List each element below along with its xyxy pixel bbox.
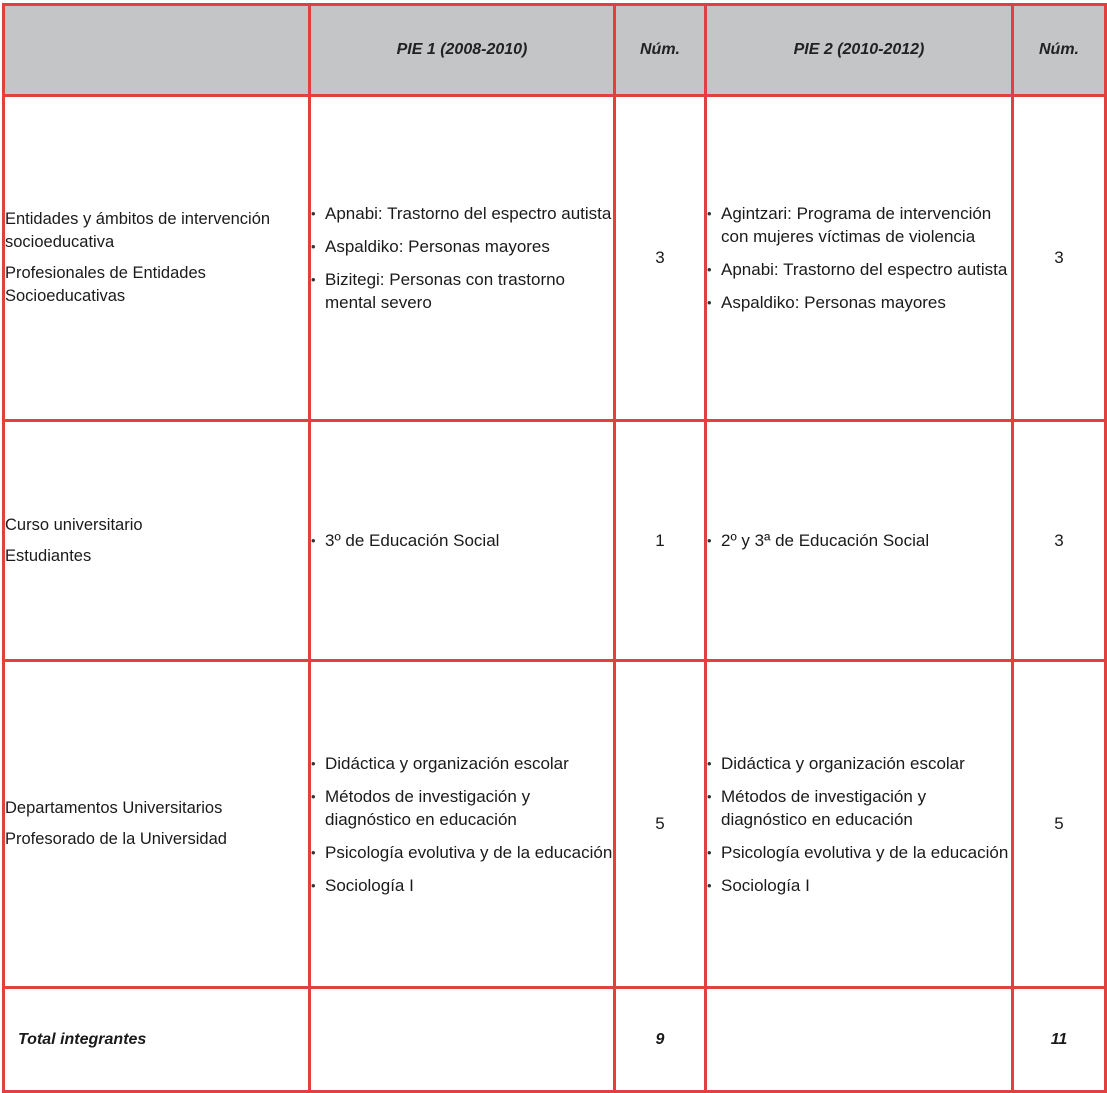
- pie1-count: 5: [615, 661, 706, 988]
- list-item: • Apnabi: Trastorno del espectro autista: [707, 258, 1011, 281]
- row-label: [4, 661, 310, 988]
- row-label-line: Profesorado de la Universidad: [5, 830, 227, 848]
- list-item: • Aspaldiko: Personas mayores: [707, 291, 1011, 314]
- header-empty-cell: [4, 5, 310, 96]
- total-label: Total integrantes: [4, 988, 310, 1092]
- total-row: [4, 988, 1106, 1092]
- pie1-items: [310, 661, 615, 988]
- row-label: [4, 96, 310, 421]
- list-item: • Psicología evolutiva y de la educación: [311, 841, 613, 864]
- list-item: • Métodos de investigación y diagnóstico en educación: [311, 785, 613, 831]
- list-item: • Métodos de investigación y diagnóstico en educación: [707, 785, 1011, 831]
- total-num1: 9: [615, 988, 706, 1092]
- total-empty-cell: [310, 988, 615, 1092]
- table-row: [4, 96, 1106, 421]
- header-pie2: PIE 2 (2010-2012): [706, 5, 1013, 96]
- list-item: • Aspaldiko: Personas mayores: [311, 235, 613, 258]
- header-num1: Núm.: [615, 5, 706, 96]
- row-label-line: Entidades y ámbitos de intervención socioeducativa: [5, 210, 271, 251]
- table-row: [4, 661, 1106, 988]
- row-label: [4, 421, 310, 661]
- list-item: • 3º de Educación Social: [311, 529, 613, 552]
- pie2-items: [706, 421, 1013, 661]
- list-item: • Agintzari: Programa de intervención con mujeres víctimas de violencia: [707, 202, 1011, 248]
- pie2-items: [706, 661, 1013, 988]
- row-label-line: Estudiantes: [5, 546, 92, 565]
- row-label-line: Curso universitario: [5, 515, 143, 534]
- header-pie1: PIE 1 (2008-2010): [310, 5, 615, 96]
- list-item: • Sociología I: [311, 874, 613, 897]
- table-row: [4, 421, 1106, 661]
- row-label-line: Departamentos Universitarios: [5, 799, 223, 817]
- list-item: • Didáctica y organización escolar: [311, 752, 613, 775]
- pie2-items: [706, 96, 1013, 421]
- total-empty-cell: [706, 988, 1013, 1092]
- list-item: • Sociología I: [707, 874, 1011, 897]
- pie2-count: 5: [1013, 661, 1106, 988]
- list-item: • 2º y 3ª de Educación Social: [707, 529, 1011, 552]
- header-row: [4, 5, 1106, 96]
- list-item: • Apnabi: Trastorno del espectro autista: [311, 202, 613, 225]
- pie2-count: 3: [1013, 421, 1106, 661]
- pie1-items: [310, 421, 615, 661]
- list-item: • Psicología evolutiva y de la educación: [707, 841, 1011, 864]
- pie2-count: 3: [1013, 96, 1106, 421]
- list-item: • Didáctica y organización escolar: [707, 752, 1011, 775]
- pie1-items: [310, 96, 615, 421]
- pie1-count: 1: [615, 421, 706, 661]
- pie1-count: 3: [615, 96, 706, 421]
- row-label-line: Profesionales de Entidades Socioeducativas: [5, 264, 206, 305]
- list-item: • Bizitegi: Personas con trastorno mental severo: [311, 268, 613, 314]
- total-num2: 11: [1013, 988, 1106, 1092]
- participants-table: [2, 3, 1107, 1093]
- header-num2: Núm.: [1013, 5, 1106, 96]
